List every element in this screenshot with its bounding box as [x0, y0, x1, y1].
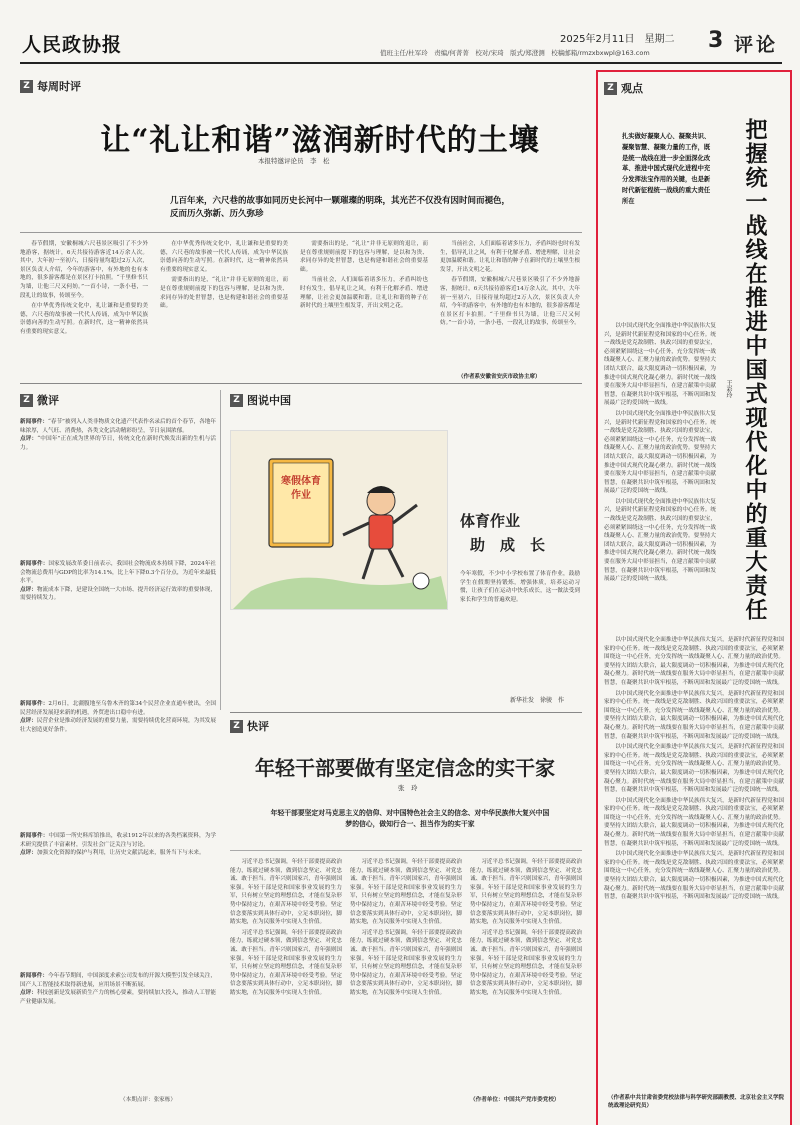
main-lead: 几百年来，六尺巷的故事如同历史长河中一颗璀璨的明珠，其光芒不仅没有因时间而褪色，反而历久弥新、历久弥珍 — [170, 196, 511, 219]
quick-author: 张 玲 — [398, 784, 418, 792]
viewpoint-foot: （作者系中共甘肃省委党校法律与科学研究部副教授、北京社会主义学院统战理论研究员） — [608, 1095, 785, 1109]
z-icon: Z — [20, 80, 33, 93]
issue-date: 2025年2月11日 星期二 — [560, 34, 675, 45]
quick-foot: （作者单位：中国共产党市委党校） — [470, 1097, 560, 1103]
tag-picture-label: 图说中国 — [247, 394, 291, 407]
tag-quick — [230, 718, 269, 734]
main-col-4: 当前社会，人们面临着诸多压力，矛盾纠纷也时有发生，倡导礼让之风，有利于化解矛盾、增进理解，让社会更加温暖和谐。让礼让和谐的种子在新时代的土壤里生根发芽，开出文明之花。 春节假期，安徽桐城六尺巷景区吸引了不少外地游客，据统计，6天共接待游客近14万余人次。其中，大年初一至初六，日接待量均超过2万人次，景区负责人介绍，今年的游客中，有外地的也有本地的，很多游客都是在景区打卡拍照。“千里修书只为墙，让他三尺又何妨。”一首小诗，一条小巷，一段礼让的故事，传颂至今。 — [440, 241, 580, 327]
micro-comment: 新闻事件：国家发展改革委日前表示，我国社会物流成本持续下降，2024年社会物流总费用与GDP的比率为14.1%，比上年下降0.3个百分点，为近年来最低水平。 点评：物流成本下降，是建设全国统一大市场、提升经济运行效率的重要体现，需要持续发力。 — [20, 561, 216, 602]
z-icon: Z — [230, 394, 243, 407]
z-icon: Z — [230, 720, 243, 733]
tag-weekly-label: 每周时评 — [37, 80, 81, 93]
cartoon-illustration — [231, 431, 448, 610]
page-number: 3 — [708, 28, 724, 53]
cartoon-label: 寒假体育作业 — [281, 476, 321, 501]
quick-col-2: 习近平总书记强调，年轻干部要提高政治能力，练就过硬本领，做到信念坚定、对党忠诚、敢于担当。青年兴则国家兴，青年强则国家强。年轻干部是党和国家事业发展的生力军，只有树立坚定的理想信念，才能在复杂形势中保持定力，在艰苦环境中经受考验。坚定信念要落实到具体行动中，立足本职岗位，脚踏实地，在为民服务中实现人生价值。 习近平总书记强调，年轻干部要提高政治能力，练就过硬本领，做到信念坚定、对党忠诚、敢于担当。青年兴则国家兴，青年强则国家强。年轻干部是党和国家事业发展的生力军，只有树立坚定的理想信念，才能在复杂形势中保持定力，在艰苦环境中经受考验。坚定信念要落实到具体行动中，立足本职岗位，脚踏实地，在为民服务中实现人生价值。 — [350, 859, 462, 996]
tag-quick-label: 快评 — [247, 720, 269, 733]
picture-title-line1: 体育作业 — [460, 512, 521, 530]
micro-comment: 新闻事件：“春节”被列入人类非物质文化遗产代表作名录后的首个春节，各地年味浓厚，人气旺、消费热，各类文化活动精彩纷呈，节日氛围浓郁。 点评：“中国年”正在成为世界的节日，传统文化在新时代焕发出新的生机与活力。 — [20, 419, 216, 451]
quick-title: 年轻干部要做有坚定信念的实干家 — [255, 756, 555, 780]
viewpoint-lead: 扎实做好凝聚人心、凝聚共识、凝聚智慧、凝聚力量的工作，既是统一战线在进一步全面深化改革、推进中国式现代化进程中充分发挥法宝作用的关键，也是新时代新征程统一战线的重大责任所在 — [622, 133, 711, 205]
divider — [220, 390, 221, 710]
picture-credit: 新华社发 徐骏 作 — [510, 697, 565, 704]
divider — [230, 712, 582, 713]
quick-lead: 年轻干部要坚定对马克思主义的信仰、对中国特色社会主义的信念、对中华民族伟大复兴中国梦的信心，做知行合一、担当作为的实干家 — [270, 809, 550, 828]
cartoon-image — [230, 430, 448, 610]
micro-comment: 新闻事件：中国第一所史料库馆推出，收录1912年以来的各类档案资料，为学术研究提供了丰富素材，引发社会广泛关注与讨论。 点评：加强文化资源的保护与利用，让历史文献活起来，服务当下与未来。 — [20, 833, 216, 857]
masthead: 人民政协报 — [22, 34, 123, 56]
main-col-1: 春节假期，安徽桐城六尺巷景区吸引了不少外地游客，据统计，6天共接待游客近14万余人次。其中，大年初一至初六，日接待量均超过2万人次，景区负责人介绍，今年的游客中，有外地的也有本地的，很多游客都是在景区打卡拍照。“千里修书只为墙，让他三尺又何妨。”一首小诗，一条小巷，一段礼让的故事，传颂至今。 在中华优秀传统文化中，礼让谦和是重要的美德，六尺巷的故事被一代代人传诵，成为中华民族崇德向善的生动写照。在新时代，这一精神依然具有重要的现实意义。 — [20, 241, 148, 335]
divider — [20, 232, 582, 233]
quick-col-3: 习近平总书记强调，年轻干部要提高政治能力，练就过硬本领，做到信念坚定、对党忠诚、敢于担当。青年兴则国家兴，青年强则国家强。年轻干部是党和国家事业发展的生力军，只有树立坚定的理想信念，才能在复杂形势中保持定力，在艰苦环境中经受考验。坚定信念要落实到具体行动中，立足本职岗位，脚踏实地，在为民服务中实现人生价值。 习近平总书记强调，年轻干部要提高政治能力，练就过硬本领，做到信念坚定、对党忠诚、敢于担当。青年兴则国家兴，青年强则国家强。年轻干部是党和国家事业发展的生力军，只有树立坚定的理想信念，才能在复杂形势中保持定力，在艰苦环境中经受考验。坚定信念要落实到具体行动中，立足本职岗位，脚踏实地，在为民服务中实现人生价值。 — [470, 859, 582, 996]
micro-comment: 新闻事件：2月6日，北疆腹地至乌鲁木齐的第34个民营企业直通车驶出，全国民营经济发展迎来新的机遇，外贸进出口稳中有进。 点评：民营企业是推动经济发展的重要力量，需要持续优化营商环境，为其发展壮大创造更好条件。 — [20, 701, 216, 733]
quick-col-1: 习近平总书记强调，年轻干部要提高政治能力，练就过硬本领，做到信念坚定、对党忠诚、敢于担当。青年兴则国家兴，青年强则国家强。年轻干部是党和国家事业发展的生力军，只有树立坚定的理想信念，才能在复杂形势中保持定力，在艰苦环境中经受考验。坚定信念要落实到具体行动中，立足本职岗位，脚踏实地，在为民服务中实现人生价值。 习近平总书记强调，年轻干部要提高政治能力，练就过硬本领，做到信念坚定、对党忠诚、敢于担当。青年兴则国家兴，青年强则国家强。年轻干部是党和国家事业发展的生力军，只有树立坚定的理想信念，才能在复杂形势中保持定力，在艰苦环境中经受考验。坚定信念要落实到具体行动中，立足本职岗位，脚踏实地，在为民服务中实现人生价值。 — [230, 859, 342, 996]
tag-viewpoint — [604, 80, 643, 96]
viewpoint-col-2: 以中国式现代化全面推进中华民族伟大复兴，是新时代新征程党和国家的中心任务。统一战线是党克敌制胜、执政兴国的重要法宝，必须紧紧围绕这一中心任务，充分发挥统一战线凝聚人心、汇聚力量的政治优势。要坚持大团结大联合，最大限度调动一切积极因素，为推进中国式现代化凝心聚力。新时代统一战线要在服务大局中彰显担当，在建言献策中贡献智慧，在凝聚共识中筑牢根基，不断巩固和发展最广泛的爱国统一战线。 以中国式现代化全面推进中华民族伟大复兴，是新时代新征程党和国家的中心任务。统一战线是党克敌制胜、执政兴国的重要法宝，必须紧紧围绕这一中心任务，充分发挥统一战线凝聚人心、汇聚力量的政治优势。要坚持大团结大联合，最大限度调动一切积极因素，为推进中国式现代化凝心聚力。新时代统一战线要在服务大局中彰显担当，在建言献策中贡献智慧，在凝聚共识中筑牢根基，不断巩固和发展最广泛的爱国统一战线。 以中国式现代化全面推进中华民族伟大复兴，是新时代新征程党和国家的中心任务。统一战线是党克敌制胜、执政兴国的重要法宝，必须紧紧围绕这一中心任务，充分发挥统一战线凝聚人心、汇聚力量的政治优势。要坚持大团结大联合，最大限度调动一切积极因素，为推进中国式现代化凝心聚力。新时代统一战线要在服务大局中彰显担当，在建言献策中贡献智慧，在凝聚共识中筑牢根基，不断巩固和发展最广泛的爱国统一战线。 以中国式现代化全面推进中华民族伟大复兴，是新时代新征程党和国家的中心任务。统一战线是党克敌制胜、执政兴国的重要法宝，必须紧紧围绕这一中心任务，充分发挥统一战线凝聚人心、汇聚力量的政治优势。要坚持大团结大联合，最大限度调动一切积极因素，为推进中国式现代化凝心聚力。新时代统一战线要在服务大局中彰显担当，在建言献策中贡献智慧，在凝聚共识中筑牢根基，不断巩固和发展最广泛的爱国统一战线。 以中国式现代化全面推进中华民族伟大复兴，是新时代新征程党和国家的中心任务。统一战线是党克敌制胜、执政兴国的重要法宝，必须紧紧围绕这一中心任务，充分发挥统一战线凝聚人心、汇聚力量的政治优势。要坚持大团结大联合，最大限度调动一切积极因素，为推进中国式现代化凝心聚力。新时代统一战线要在服务大局中彰显担当，在建言献策中贡献智慧，在凝聚共识中筑牢根基，不断巩固和发展最广泛的爱国统一战线。 — [604, 637, 784, 901]
main-title: 让“礼让和谐”滋润新时代的土壤 — [100, 123, 540, 158]
viewpoint-col-1: 以中国式现代化全面推进中华民族伟大复兴，是新时代新征程党和国家的中心任务。统一战线是党克敌制胜、执政兴国的重要法宝，必须紧紧围绕这一中心任务，充分发挥统一战线凝聚人心、汇聚力量的政治优势。要坚持大团结大联合，最大限度调动一切积极因素，为推进中国式现代化凝心聚力。新时代统一战线要在服务大局中彰显担当，在建言献策中贡献智慧，在凝聚共识中筑牢根基，不断巩固和发展最广泛的爱国统一战线。 以中国式现代化全面推进中华民族伟大复兴，是新时代新征程党和国家的中心任务。统一战线是党克敌制胜、执政兴国的重要法宝，必须紧紧围绕这一中心任务，充分发挥统一战线凝聚人心、汇聚力量的政治优势。要坚持大团结大联合，最大限度调动一切积极因素，为推进中国式现代化凝心聚力。新时代统一战线要在服务大局中彰显担当，在建言献策中贡献智慧，在凝聚共识中筑牢根基，不断巩固和发展最广泛的爱国统一战线。 以中国式现代化全面推进中华民族伟大复兴，是新时代新征程党和国家的中心任务。统一战线是党克敌制胜、执政兴国的重要法宝，必须紧紧围绕这一中心任务，充分发挥统一战线凝聚人心、汇聚力量的政治优势。要坚持大团结大联合，最大限度调动一切积极因素，为推进中国式现代化凝心聚力。新时代统一战线要在服务大局中彰显担当，在建言献策中贡献智慧，在凝聚共识中筑牢根基，不断巩固和发展最广泛的爱国统一战线。 — [604, 323, 716, 583]
micro-author: （本期点评：张家栋） — [120, 1097, 176, 1103]
main-col-2: 在中华优秀传统文化中，礼让谦和是重要的美德，六尺巷的故事被一代代人传诵，成为中华民族崇德向善的生动写照。在新时代，这一精神依然具有重要的现实意义。 需要指出的是，“礼让”并非无原则的退让，而是在尊重规则前提下的包容与理解，是以和为贵、求同存异的处世智慧，也是构建和谐社会的重要基础。 — [160, 241, 288, 310]
micro-comment: 新闻事件：今年春节期间，中国深度求索公司发布的开源大模型引发全球关注，国产人工智能技术取得新进展，应用场景不断拓展。 点评：科技创新是发展新质生产力的核心要素，要持续加大投入，推动人工智能产业健康发展。 — [20, 973, 216, 1005]
tag-weekly — [20, 78, 81, 94]
divider — [230, 850, 582, 851]
main-byline: 本报特邀评论员 李 松 — [258, 157, 330, 165]
tag-micro-label: 微评 — [37, 394, 59, 407]
picture-title-line2: 助 成 长 — [470, 536, 546, 554]
viewpoint-author: 王彩玲 — [725, 380, 732, 398]
tag-picture — [230, 392, 291, 408]
picture-caption: 今年寒假，不少中小学校布置了体育作业，鼓励学生在假期坚持锻炼，增强体质，培养运动习惯，让孩子们在运动中快乐成长，这一做法受到家长和学生的普遍欢迎。 — [460, 571, 580, 603]
tag-viewpoint-label: 观点 — [621, 82, 643, 95]
header-rule — [20, 62, 782, 64]
viewpoint-title: 把握统一战线在推进中国式现代化中的重大责任 — [742, 118, 768, 622]
main-foot: （作者系安徽省安庆市政协主席） — [458, 374, 541, 380]
section-name: 评论 — [734, 34, 779, 56]
z-icon: Z — [604, 82, 617, 95]
divider — [20, 383, 582, 384]
staff-line: 值班主任/杜军玲 责编/何菁菁 校对/宋琦 版式/郑澄测 校稿邮箱/rmzxbxwpl@163.com — [380, 49, 650, 57]
z-icon: Z — [20, 394, 33, 407]
tag-micro — [20, 392, 59, 408]
main-col-3: 需要指出的是，“礼让”并非无原则的退让，而是在尊重规则前提下的包容与理解，是以和为贵、求同存异的处世智慧，也是构建和谐社会的重要基础。 当前社会，人们面临着诸多压力，矛盾纠纷也时有发生，倡导礼让之风，有利于化解矛盾、增进理解，让社会更加温暖和谐。让礼让和谐的种子在新时代的土壤里生根发芽，开出文明之花。 — [300, 241, 428, 310]
